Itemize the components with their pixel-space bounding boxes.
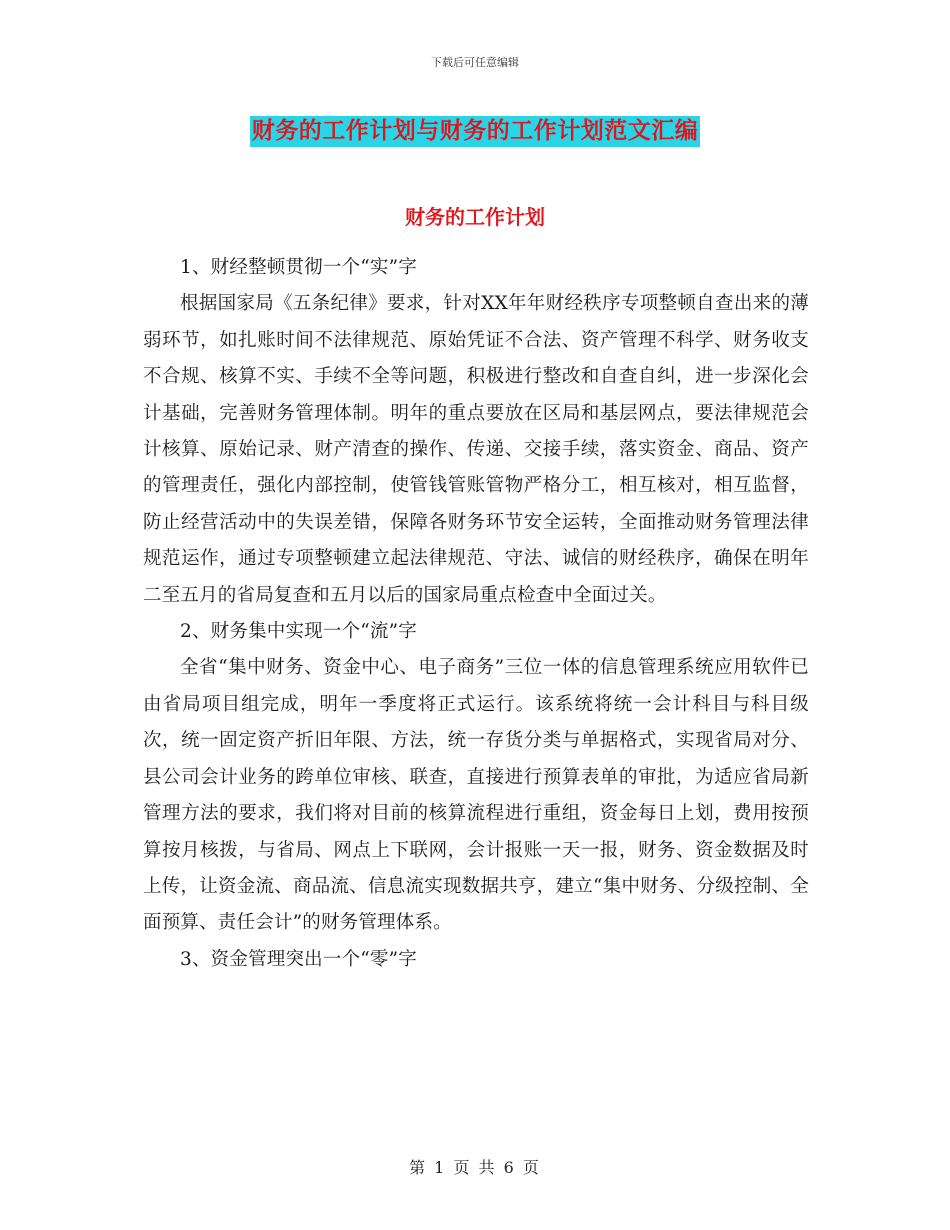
document-main-title: 财务的工作计划与财务的工作计划范文汇编: [250, 116, 701, 147]
document-sub-title: 财务的工作计划: [405, 205, 545, 229]
main-title-container: [0, 116, 950, 147]
document-body: [143, 250, 809, 978]
header-note: 下载后可任意编辑: [431, 56, 519, 69]
section-paragraph-1: 根据国家局《五条纪律》要求，针对XX年年财经秩序专项整顿自查出来的薄弱环节，如扎账时间不法律规范、原始凭证不合法、资产管理不科学、财务收支不合规、核算不实、手续不全等问题，积极进行整改和自查自纠，进一步深化会计基础，完善财务管理体制。明年的重点要放在区局和基层网点，要法律规范会计核算、原始记录、财产清查的操作、传递、交接手续，落实资金、商品、资产的管理责任，强化内部控制，使管钱管账管物严格分工，相互核对，相互监督，防止经营活动中的失误差错，保障各财务环节安全运转，全面推动财务管理法律规范运作，通过专项整顿建立起法律规范、守法、诚信的财经秩序，确保在明年二至五月的省局复查和五月以后的国家局重点检查中全面过关。: [143, 293, 809, 606]
section-paragraph-2: 全省“集中财务、资金中心、电子商务”三位一体的信息管理系统应用软件已由省局项目组完成，明年一季度将正式运行。该系统将统一会计科目与科目级次，统一固定资产折旧年限、方法，统一存货分类与单据格式，实现省局对分、县公司会计业务的跨单位审核、联查，直接进行预算表单的审批，为适应省局新管理方法的要求，我们将对目前的核算流程进行重组，资金每日上划，费用按预算按月核拨，与省局、网点上下联网，会计报账一天一报，财务、资金数据及时上传，让资金流、商品流、信息流实现数据共亨，建立“集中财务、分级控制、全面预算、责任会计”的财务管理体系。: [143, 657, 809, 934]
section-heading-3: 3、资金管理突出一个“零”字: [180, 948, 417, 970]
page-number-footer: 第 1 页 共 6 页: [409, 1158, 541, 1177]
section-heading-2: 2、财务集中实现一个“流”字: [180, 621, 417, 643]
section-heading-1: 1、财经整顿贯彻一个“实”字: [180, 257, 417, 278]
